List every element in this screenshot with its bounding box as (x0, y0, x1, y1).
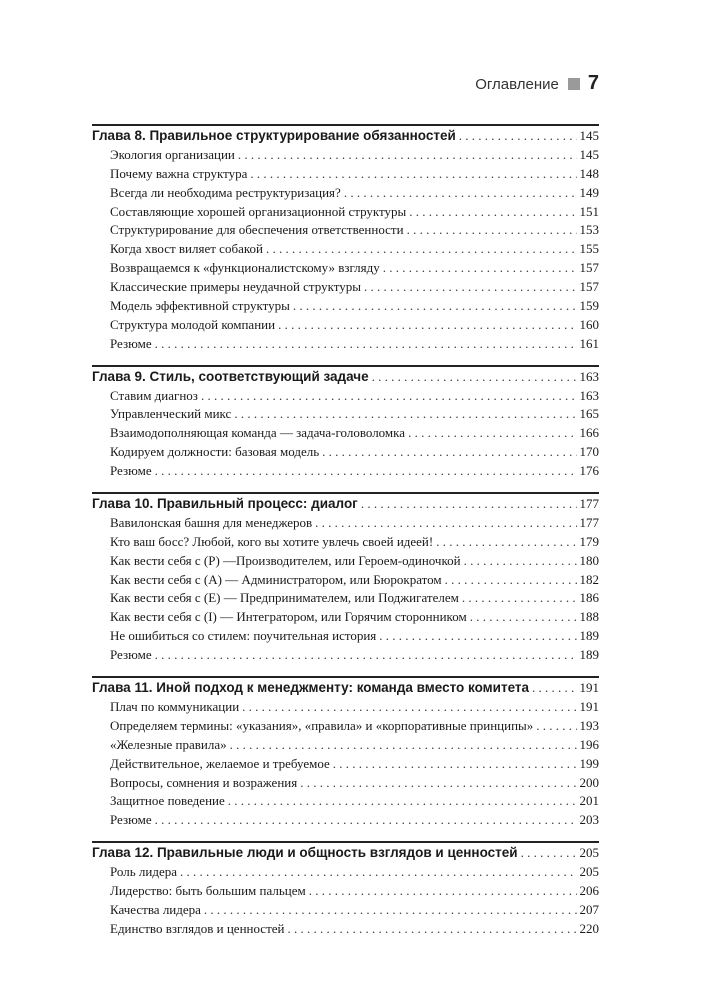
section-title: «Железные правила» (110, 736, 227, 752)
section-title: Как вести себя с (E) — Предпринимателем, или Поджигателем (110, 590, 459, 606)
chapter-heading[interactable] (92, 845, 599, 864)
leader-dots (361, 496, 577, 512)
toc-entry[interactable] (92, 147, 599, 166)
leader-dots (155, 647, 577, 663)
chapter-block (92, 492, 599, 666)
section-title: Не ошибиться со стилем: поучительная история (110, 628, 377, 644)
leader-dots (300, 775, 576, 791)
toc-entry[interactable] (92, 775, 599, 794)
toc-entry[interactable] (92, 628, 599, 647)
leader-dots (238, 147, 577, 163)
section-page-number: 161 (579, 335, 599, 351)
section-page-number: 170 (579, 444, 599, 460)
page-header (475, 72, 599, 95)
toc-entry[interactable] (92, 609, 599, 628)
chapter-title: Глава 8. Правильное структурирование обязанностей (92, 128, 456, 143)
section-page-number: 166 (579, 425, 599, 441)
chapter-heading[interactable] (92, 128, 599, 147)
section-page-number: 151 (579, 203, 599, 219)
toc-entry[interactable] (92, 534, 599, 553)
section-title: Резюме (110, 335, 152, 351)
leader-dots (445, 572, 577, 588)
section-page-number: 177 (579, 514, 599, 530)
chapter-heading[interactable] (92, 496, 599, 515)
toc-entry[interactable] (92, 647, 599, 666)
chapter-page-number: 177 (579, 496, 599, 512)
section-page-number: 207 (579, 901, 599, 917)
section-title: Вавилонская башня для менеджеров (110, 514, 313, 530)
section-title: Качества лидера (110, 901, 201, 917)
toc-entry[interactable] (92, 406, 599, 425)
toc-entry[interactable] (92, 336, 599, 355)
section-page-number: 220 (579, 920, 599, 936)
section-title: Структурирование для обеспечения ответственности (110, 222, 404, 238)
leader-dots (536, 718, 576, 734)
chapter-title: Глава 11. Иной подход к менеджменту: команда вместо комитета (92, 680, 530, 696)
section-page-number: 179 (579, 533, 599, 549)
leader-dots (155, 463, 577, 479)
header-square-icon (568, 78, 580, 90)
section-title: Лидерство: быть большим пальцем (110, 882, 306, 898)
section-title: Модель эффективной структуры (110, 298, 290, 314)
section-page-number: 193 (579, 717, 599, 733)
section-page-number: 182 (579, 571, 599, 587)
leader-dots (250, 166, 576, 182)
leader-dots (383, 260, 577, 276)
section-page-number: 186 (579, 590, 599, 606)
section-page-number: 191 (579, 698, 599, 714)
leader-dots (408, 425, 576, 441)
toc-entry[interactable] (92, 793, 599, 812)
leader-dots (180, 864, 577, 880)
chapter-title: Глава 12. Правильные люди и общность взглядов и ценностей (92, 845, 518, 861)
toc-entry[interactable] (92, 902, 599, 921)
chapter-block (92, 676, 599, 831)
toc-entry[interactable] (92, 279, 599, 298)
section-page-number: 149 (579, 184, 599, 200)
toc-entry[interactable] (92, 388, 599, 407)
chapter-heading[interactable] (92, 680, 599, 699)
leader-dots (462, 590, 577, 606)
chapter-page-number: 163 (579, 368, 599, 384)
chapter-title: Глава 9. Стиль, соответствующий задаче (92, 368, 369, 384)
leader-dots (364, 279, 577, 295)
section-title: Возвращаемся к «функционалистскому» взгляду (110, 260, 380, 276)
leader-dots (201, 388, 577, 404)
toc-entry[interactable] (92, 222, 599, 241)
toc-entry[interactable] (92, 298, 599, 317)
leader-dots (228, 793, 577, 809)
section-page-number: 188 (579, 609, 599, 625)
toc-entry[interactable] (92, 718, 599, 737)
toc-entry[interactable] (92, 737, 599, 756)
section-title: Резюме (110, 812, 152, 828)
section-page-number: 160 (579, 316, 599, 332)
section-title: Как вести себя с (A) — Администратором, или Бюрократом (110, 571, 442, 587)
section-title: Резюме (110, 463, 152, 479)
toc-entry[interactable] (92, 444, 599, 463)
chapter-block (92, 124, 599, 355)
section-page-number: 155 (579, 241, 599, 257)
leader-dots (459, 128, 577, 144)
section-page-number: 176 (579, 463, 599, 479)
section-page-number: 201 (579, 793, 599, 809)
leader-dots (409, 204, 576, 220)
leader-dots (155, 812, 577, 828)
section-title: Роль лидера (110, 864, 177, 880)
running-header-title: Оглавление (475, 76, 559, 93)
table-of-contents (92, 124, 599, 950)
leader-dots (470, 609, 577, 625)
section-page-number: 189 (579, 628, 599, 644)
leader-dots (464, 553, 577, 569)
section-title: Когда хвост виляет собакой (110, 241, 263, 257)
toc-entry[interactable] (92, 204, 599, 223)
section-title: Классические примеры неудачной структуры (110, 279, 361, 295)
section-page-number: 205 (579, 864, 599, 880)
section-title: Единство взглядов и ценностей (110, 920, 285, 936)
section-page-number: 199 (579, 755, 599, 771)
section-page-number: 153 (579, 222, 599, 238)
toc-entry[interactable] (92, 812, 599, 831)
section-page-number: 196 (579, 736, 599, 752)
chapter-page-number: 205 (579, 845, 599, 861)
section-title: Резюме (110, 647, 152, 663)
leader-dots (532, 680, 576, 696)
section-page-number: 157 (579, 260, 599, 276)
toc-entry[interactable] (92, 553, 599, 572)
section-title: Всегда ли необходима реструктуризация? (110, 184, 341, 200)
toc-entry[interactable] (92, 166, 599, 185)
section-title: Экология организации (110, 146, 235, 162)
leader-dots (155, 336, 577, 352)
leader-dots (234, 406, 576, 422)
leader-dots (287, 921, 576, 937)
chapter-block (92, 841, 599, 939)
toc-entry[interactable] (92, 864, 599, 883)
section-page-number: 159 (579, 298, 599, 314)
toc-entry[interactable] (92, 572, 599, 591)
chapter-heading[interactable] (92, 369, 599, 388)
leader-dots (322, 444, 576, 460)
leader-dots (344, 185, 577, 201)
section-title: Почему важна структура (110, 165, 248, 181)
section-title: Действительное, желаемое и требуемое (110, 755, 330, 771)
section-title: Кодируем должности: базовая модель (110, 444, 320, 460)
section-title: Структура молодой компании (110, 316, 276, 332)
leader-dots (333, 756, 577, 772)
section-title: Составляющие хорошей организационной структуры (110, 203, 407, 219)
toc-entry[interactable] (92, 699, 599, 718)
leader-dots (293, 298, 577, 314)
leader-dots (379, 628, 576, 644)
section-title: Защитное поведение (110, 793, 225, 809)
leader-dots (436, 534, 576, 550)
section-page-number: 163 (579, 387, 599, 403)
leader-dots (230, 737, 577, 753)
section-title: Ставим диагноз (110, 387, 198, 403)
leader-dots (242, 699, 576, 715)
chapter-block (92, 365, 599, 482)
chapter-page-number: 191 (579, 680, 599, 696)
section-page-number: 206 (579, 882, 599, 898)
toc-entry[interactable] (92, 425, 599, 444)
toc-entry[interactable] (92, 463, 599, 482)
leader-dots (309, 883, 577, 899)
section-title: Плач по коммуникации (110, 698, 240, 714)
toc-entry[interactable] (92, 921, 599, 940)
section-title: Определяем термины: «указания», «правила» и «корпоративные принципы» (110, 717, 534, 733)
section-title: Взаимодополняющая команда — задача-головоломка (110, 425, 406, 441)
section-title: Как вести себя с (P) —Производителем, или Героем-одиночкой (110, 552, 461, 568)
section-page-number: 148 (579, 165, 599, 181)
page-number: 7 (587, 72, 599, 94)
toc-entry[interactable] (92, 756, 599, 775)
section-page-number: 200 (579, 774, 599, 790)
toc-entry[interactable] (92, 515, 599, 534)
leader-dots (407, 222, 577, 238)
section-title: Управленческий микс (110, 406, 232, 422)
section-title: Вопросы, сомнения и возражения (110, 774, 298, 790)
toc-entry[interactable] (92, 590, 599, 609)
section-title: Как вести себя с (I) — Интегратором, или Горячим сторонником (110, 609, 467, 625)
toc-entry[interactable] (92, 883, 599, 902)
toc-entry[interactable] (92, 260, 599, 279)
section-title: Кто ваш босс? Любой, кого вы хотите увлечь своей идеей! (110, 533, 434, 549)
section-page-number: 180 (579, 552, 599, 568)
chapter-title: Глава 10. Правильный процесс: диалог (92, 496, 358, 512)
section-page-number: 157 (579, 279, 599, 295)
leader-dots (315, 515, 576, 531)
toc-entry[interactable] (92, 241, 599, 260)
leader-dots (278, 317, 576, 333)
section-page-number: 145 (579, 146, 599, 162)
leader-dots (372, 369, 577, 385)
section-page-number: 165 (579, 406, 599, 422)
toc-entry[interactable] (92, 185, 599, 204)
toc-entry[interactable] (92, 317, 599, 336)
leader-dots (266, 241, 577, 257)
chapter-page-number: 145 (579, 128, 599, 143)
section-page-number: 203 (579, 812, 599, 828)
section-page-number: 189 (579, 647, 599, 663)
leader-dots (204, 902, 577, 918)
leader-dots (521, 845, 577, 861)
